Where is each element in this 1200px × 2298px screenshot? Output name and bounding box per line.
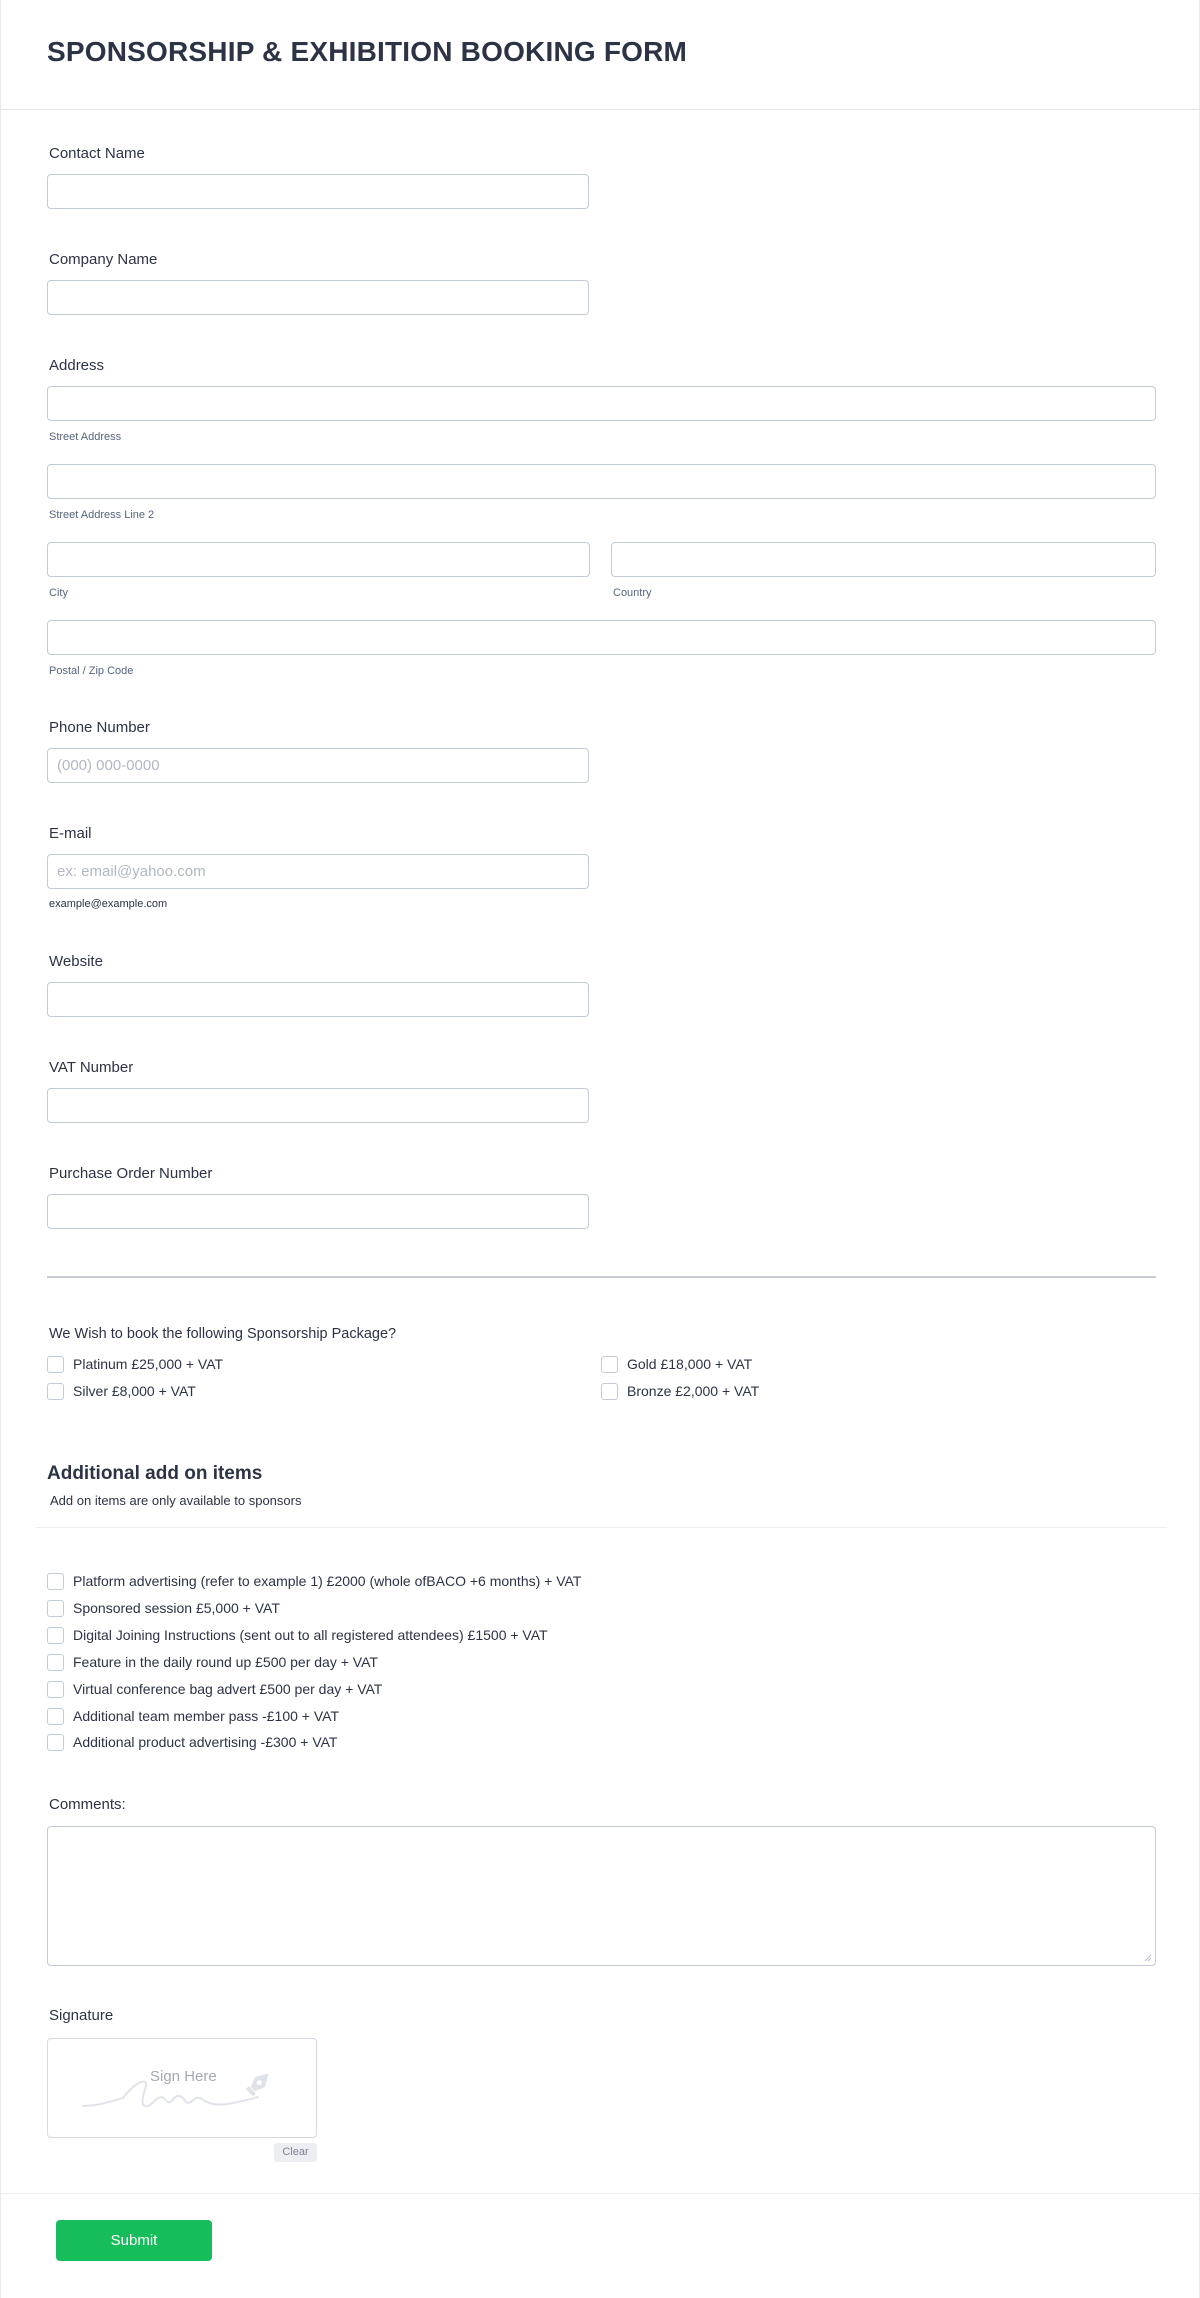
sponsorship-question: We Wish to book the following Sponsorship Package? [49, 1326, 397, 1342]
header-divider [1, 109, 1200, 110]
street-address-sublabel: Street Address [49, 431, 122, 443]
addon-option-label[interactable]: Feature in the daily round up £500 per day + VAT [73, 1654, 378, 1670]
email-sublabel: example@example.com [49, 898, 168, 910]
addon-checkbox-conference-bag[interactable] [47, 1681, 64, 1698]
addons-subtitle: Add on items are only available to sponsors [50, 1493, 302, 1508]
comments-label: Comments: [49, 1796, 126, 1813]
phone-input[interactable]: (000) 000-0000 [47, 748, 589, 783]
contact-name-input[interactable] [47, 174, 589, 209]
signature-clear-button[interactable]: Clear [274, 2143, 317, 2162]
sponsorship-checkbox-platinum[interactable] [47, 1356, 64, 1373]
country-input[interactable] [611, 542, 1156, 577]
submit-button[interactable]: Submit [56, 2220, 212, 2261]
website-label: Website [49, 953, 103, 970]
sponsorship-checkbox-silver[interactable] [47, 1383, 64, 1400]
sponsorship-option-label[interactable]: Silver £8,000 + VAT [73, 1383, 196, 1399]
section-divider [47, 1276, 1156, 1278]
addon-checkbox-platform-advertising[interactable] [47, 1573, 64, 1590]
resize-handle-icon[interactable] [1144, 1954, 1152, 1962]
vat-number-input[interactable] [47, 1088, 589, 1123]
city-sublabel: City [49, 587, 68, 599]
postal-code-input[interactable] [47, 620, 1156, 655]
addon-checkbox-team-member-pass[interactable] [47, 1708, 64, 1725]
form-title: SPONSORSHIP & EXHIBITION BOOKING FORM [47, 36, 688, 67]
footer-divider [1, 2193, 1200, 2194]
addon-checkbox-product-advertising[interactable] [47, 1734, 64, 1751]
postal-code-sublabel: Postal / Zip Code [49, 665, 134, 677]
phone-label: Phone Number [49, 719, 150, 736]
contact-name-label: Contact Name [49, 145, 145, 162]
addon-checkbox-digital-joining[interactable] [47, 1627, 64, 1644]
street-address-line2-input[interactable] [47, 464, 1156, 499]
addon-option-label[interactable]: Additional product advertising -£300 + VAT [73, 1734, 338, 1750]
company-name-input[interactable] [47, 280, 589, 315]
sponsorship-option-label[interactable]: Gold £18,000 + VAT [627, 1356, 753, 1372]
street-address-line2-sublabel: Street Address Line 2 [49, 509, 155, 521]
sponsorship-checkbox-bronze[interactable] [601, 1383, 618, 1400]
addons-title: Additional add on items [47, 1463, 263, 1484]
signature-label: Signature [49, 2007, 114, 2024]
addon-checkbox-sponsored-session[interactable] [47, 1600, 64, 1617]
addon-option-label[interactable]: Additional team member pass -£100 + VAT [73, 1708, 339, 1724]
addons-divider [35, 1527, 1167, 1528]
address-label: Address [49, 357, 105, 374]
po-number-label: Purchase Order Number [49, 1165, 213, 1182]
signature-placeholder: Sign Here [150, 2068, 217, 2085]
addon-option-label[interactable]: Sponsored session £5,000 + VAT [73, 1600, 280, 1616]
po-number-input[interactable] [47, 1194, 589, 1229]
company-name-label: Company Name [49, 251, 158, 268]
sponsorship-option-label[interactable]: Platinum £25,000 + VAT [73, 1356, 224, 1372]
sponsorship-checkbox-gold[interactable] [601, 1356, 618, 1373]
country-sublabel: Country [613, 587, 652, 599]
addon-option-label[interactable]: Digital Joining Instructions (sent out to all registered attendees) £1500 + VAT [73, 1627, 548, 1643]
website-input[interactable] [47, 982, 589, 1017]
email-input[interactable]: ex: email@yahoo.com [47, 854, 589, 889]
addon-option-label[interactable]: Virtual conference bag advert £500 per day + VAT [73, 1681, 383, 1697]
street-address-input[interactable] [47, 386, 1156, 421]
sponsorship-option-label[interactable]: Bronze £2,000 + VAT [627, 1383, 760, 1399]
comments-textarea[interactable] [47, 1826, 1156, 1966]
vat-number-label: VAT Number [49, 1059, 134, 1076]
addon-checkbox-daily-roundup[interactable] [47, 1654, 64, 1671]
email-label: E-mail [49, 825, 92, 842]
addon-option-label[interactable]: Platform advertising (refer to example 1) £2000 (whole ofBACO +6 months) + VAT [73, 1573, 582, 1589]
city-input[interactable] [47, 542, 590, 577]
signature-pad[interactable] [47, 2038, 317, 2138]
